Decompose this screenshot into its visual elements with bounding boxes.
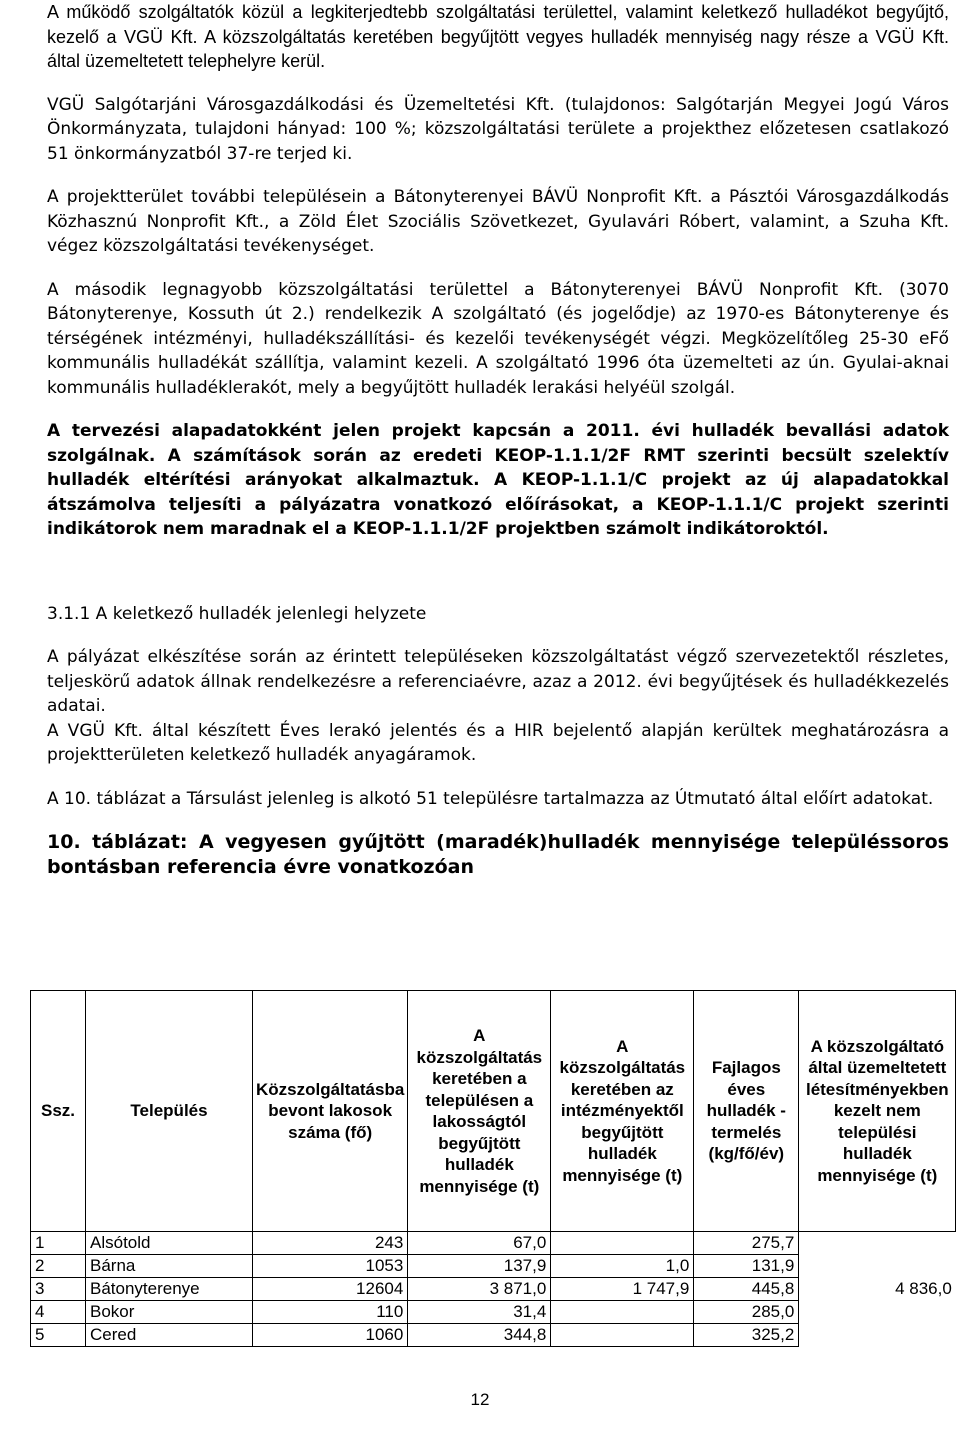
cell-lakosok: 1060 [253,1324,408,1347]
page-number: 12 [470,1390,490,1409]
cell-lakosok: 1053 [253,1255,408,1278]
cell-fajlagos: 285,0 [694,1301,799,1324]
cell-ssz: 5 [31,1324,86,1347]
document-page [47,0,949,879]
cell-intezmeny [551,1232,694,1255]
header-fajlagos: Fajlagos éves hulladék -termelés (kg/fő/év) [694,991,799,1232]
paragraph-vgu: VGÜ Salgótarjáni Városgazdálkodási és Üzemeltetési Kft. (tulajdonos: Salgótarján Megyei Jogú Város Önkormányzata, tulajdoni hányad: 100 %; közszolgáltatási területe a projekthez előzetesen csatlakozó 51 önkormányzatból 37-re terjed ki. [47,94,949,164]
table-row [31,1232,956,1255]
cell-lakossag: 67,0 [408,1232,551,1255]
table-row [31,1255,956,1278]
cell-telepules: Cered [86,1324,253,1347]
cell-kezelt [799,1232,956,1255]
cell-lakosok: 12604 [253,1278,408,1301]
cell-fajlagos: 131,9 [694,1255,799,1278]
header-ssz: Ssz. [31,991,86,1232]
paragraph-project-area: A projektterület további településein a Bátonyterenyei BÁVÜ Nonprofit Kft. a Pásztói Városgazdálkodás Közhasznú Nonprofit Kft., a Zöld Élet Szociális Szövetkezet, Gyulavári Róbert, valamint, a Szuha Kft. végez közszolgáltatási tevékenységet. [47,187,949,256]
cell-fajlagos: 275,7 [694,1232,799,1255]
paragraph-planning-data: A tervezési alapadatokként jelen projekt kapcsán a 2011. évi hulladék bevallási adatok szolgálnak. A számítások során az eredeti KEOP-1.1.1/2F RMT szerinti becsült szelektív hulladék eltérítési arányokat alkalmaztuk. A KEOP-1.1.1/C projekt az új alapadatokkal átszámolva teljesíti a pályázatra vonatkozó előírásokat, a KEOP-1.1.1/C projekt szerinti indikátorok nem maradnak el a KEOP-1.1.1/2F projektben számolt indikátoroktól. [47,421,949,539]
header-telepules: Település [86,991,253,1232]
header-lakosok: Közszolgáltatásba bevont lakosok száma (fő) [253,991,408,1232]
cell-fajlagos: 325,2 [694,1324,799,1347]
cell-intezmeny: 1 747,9 [551,1278,694,1301]
cell-kezelt [799,1301,956,1324]
cell-lakossag: 344,8 [408,1324,551,1347]
table-row [31,1278,956,1301]
paragraph-bavu: A második legnagyobb közszolgáltatási területtel a Bátonyterenyei BÁVÜ Nonprofit Kft. (3070 Bátonyterenye, Kossuth út 2.) rendelkezik A szolgáltató (és jogelődje) az 1970-es Bátonyterenye és térségének intézményi, hulladékszállítási- és kezelői tevékenységét végzi. Megközelítőleg 25-30 eFő kommunális hulladékát szállítja, valamint kezeli. A szolgáltató 1996 óta üzemelteti az ún. Gyulai-aknai kommunális hulladéklerakót, mely a begyűjtött hulladék lerakási helyéül szolgál. [47,279,949,398]
cell-lakossag: 137,9 [408,1255,551,1278]
cell-telepules: Alsótold [86,1232,253,1255]
cell-lakosok: 243 [253,1232,408,1255]
header-intezmeny: A közszolgáltatás keretében az intézményektől begyűjtött hulladék mennyisége (t) [551,991,694,1232]
cell-telepules: Bátonyterenye [86,1278,253,1301]
table-row [31,1324,956,1347]
cell-lakossag: 31,4 [408,1301,551,1324]
header-lakossag: A közszolgáltatás keretében a településen a lakosságtól begyűjtött hulladék mennyisége (t) [408,991,551,1232]
cell-ssz: 2 [31,1255,86,1278]
cell-kezelt: 4 836,0 [895,1279,952,1299]
cell-lakosok: 110 [253,1301,408,1324]
cell-fajlagos: 445,8 [694,1278,799,1301]
section-heading: 3.1.1 A keletkező hulladék jelenlegi helyzete [47,603,427,624]
cell-intezmeny [551,1324,694,1347]
paragraph-vgu-report: A VGÜ Kft. által készített Éves lerakó jelentés és a HIR bejelentő alapján kerültek meghatározásra a projektterületen keletkező hulladék anyagáramok. [47,720,949,765]
cell-intezmeny: 1,0 [551,1255,694,1278]
cell-telepules: Bokor [86,1301,253,1324]
cell-ssz: 4 [31,1301,86,1324]
paragraph-providers: A működő szolgáltatók közül a legkiterjedtebb szolgáltatási területtel, valamint keletkező hulladékot begyűjtő, kezelő a VGÜ Kft. A közszolgáltatás keretében begyűjtött vegyes hulladék mennyiség nagy része a VGÜ Kft. által üzemeltetett telephelyre kerül. [47,2,949,71]
cell-telepules: Bárna [86,1255,253,1278]
table-row [31,1301,956,1324]
paragraph-application: A pályázat elkészítése során az érintett településeken közszolgáltatást végző szervezetektől részletes, teljeskörű adatok állnak rendelkezésre a referenciaévre, azaz a 2012. évi begyűjtések és hulladékkezelés adatai. [47,647,949,716]
cell-lakossag: 3 871,0 [408,1278,551,1301]
table-title: 10. táblázat: A vegyesen gyűjtött (maradék)hulladék mennyisége településsoros bontásban referencia évre vonatkozóan [47,831,949,878]
cell-kezelt [799,1324,956,1347]
header-kezelt: A közszolgáltató által üzemeltetett létesítményekben kezelt nem települési hulladék mennyisége (t) [799,991,956,1232]
paragraph-table-intro: A 10. táblázat a Társulást jelenleg is alkotó 51 településre tartalmazza az Útmutató által előírt adatokat. [47,788,934,809]
cell-ssz: 3 [31,1278,86,1301]
waste-table [30,990,956,1347]
table-header-row [31,991,956,1232]
cell-intezmeny [551,1301,694,1324]
cell-kezelt [799,1255,956,1278]
cell-ssz: 1 [31,1232,86,1255]
